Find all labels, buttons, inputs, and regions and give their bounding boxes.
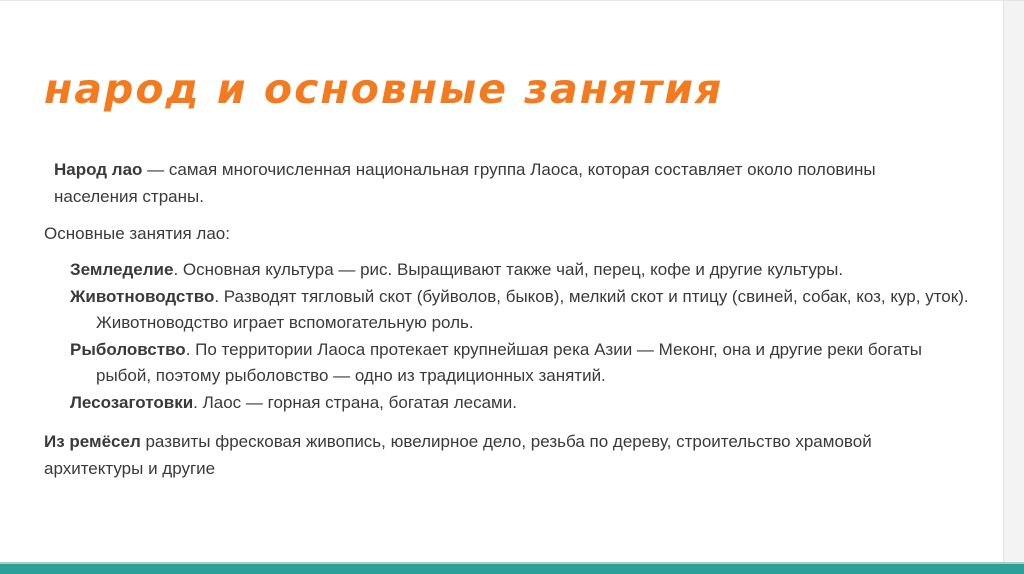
slide-right-edge bbox=[1003, 1, 1024, 563]
occupations-heading bbox=[44, 220, 230, 247]
occupations-heading-label: Основные занятия лао bbox=[44, 224, 226, 243]
occupations-heading-suffix: : bbox=[225, 224, 230, 243]
occupation-term: Лесозаготовки bbox=[70, 392, 194, 412]
occupation-text: . Разводят тягловый скот (буйволов, быков), мелкий скот и птицу (свиней, собак, коз, кур, уток). Животноводство играет вспомогательную роль. bbox=[96, 286, 969, 332]
occupations-list bbox=[70, 257, 970, 416]
occupation-term: Земледелие bbox=[70, 260, 174, 279]
crafts-paragraph bbox=[44, 428, 964, 482]
intro-paragraph bbox=[54, 156, 954, 210]
list-item bbox=[70, 257, 970, 284]
list-item bbox=[70, 390, 970, 417]
crafts-term: Из ремёсел bbox=[44, 432, 141, 451]
slide-title: народ и основные занятия bbox=[44, 65, 724, 113]
occupation-term: Животноводство bbox=[70, 286, 215, 306]
crafts-text: развиты фресковая живопись, ювелирное дело, резьба по дереву, строительство храмовой архитектуры и другие bbox=[44, 432, 872, 478]
occupation-term: Рыболовство bbox=[70, 339, 186, 359]
intro-term: Народ лао bbox=[54, 160, 143, 179]
list-item bbox=[70, 337, 970, 390]
bottom-accent-bar bbox=[0, 564, 1024, 574]
intro-text: — самая многочисленная национальная группа Лаоса, которая составляет около половины населения страны. bbox=[54, 160, 876, 206]
occupation-text: . Лаос — горная страна, богатая лесами. bbox=[193, 392, 517, 412]
occupation-text: . По территории Лаоса протекает крупнейшая река Азии — Меконг, она и другие реки богаты рыбой, поэтому рыболовство — одно из традиционных занятий. bbox=[96, 339, 922, 385]
occupation-text: . Основная культура — рис. Выращивают также чай, перец, кофе и другие культуры. bbox=[173, 260, 844, 279]
list-item bbox=[70, 284, 970, 337]
